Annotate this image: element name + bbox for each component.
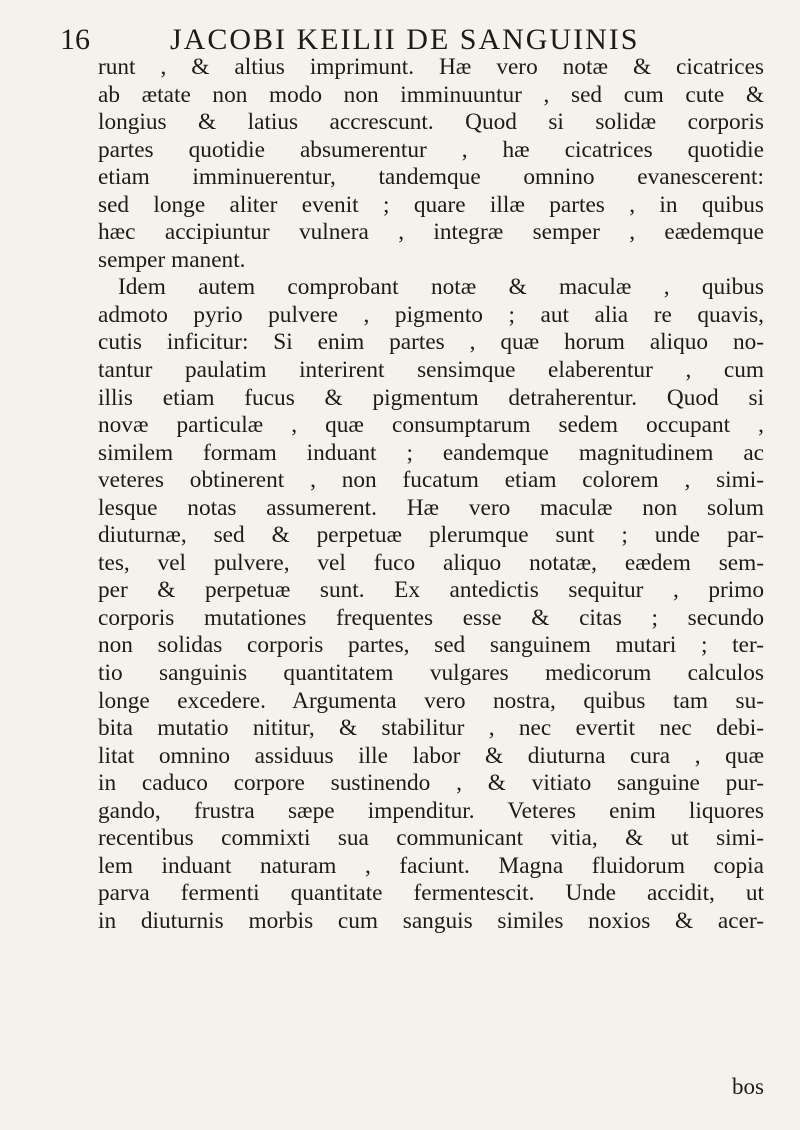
text-line: partes quotidie absumerentur , hæ cicatrices quotidie (98, 136, 764, 163)
text-line: cutis inficitur: Si enim partes , quæ horum aliquo no- (98, 329, 764, 356)
text-line: longe excedere. Argumenta vero nostra, quibus tam su- (98, 687, 764, 714)
text-line: illis etiam fucus & pigmentum detraherentur. Quod si (98, 384, 764, 411)
text-line: admoto pyrio pulvere , pigmento ; aut alia re quavis, (98, 301, 764, 328)
text-line: diuturnæ, sed & perpetuæ plerumque sunt ; unde par- (98, 522, 764, 549)
text-line: in caduco corpore sustinendo , & vitiato sanguine pur- (98, 770, 764, 797)
text-line: novæ particulæ , quæ consumptarum sedem occupant , (98, 412, 764, 439)
text-line: lem induant naturam , faciunt. Magna fluidorum copia (98, 852, 764, 879)
text-line: bita mutatio nititur, & stabilitur , nec evertit nec debi- (98, 715, 764, 742)
text-line: litat omnino assiduus ille labor & diuturna cura , quæ (98, 742, 764, 769)
text-line: tes, vel pulvere, vel fuco aliquo notatæ, eædem sem- (98, 549, 764, 576)
text-line: semper manent. (98, 246, 246, 273)
body-text (98, 54, 764, 936)
text-line: recentibus commixti sua communicant vitia, & ut simi- (98, 825, 764, 852)
text-line: runt , & altius imprimunt. Hæ vero notæ & cicatrices (98, 54, 764, 80)
text-line: per & perpetuæ sunt. Ex antedictis sequitur , primo (98, 577, 764, 604)
page-number: 16 (60, 23, 90, 56)
text-line: gando, frustra sæpe impenditur. Veteres enim liquores (98, 797, 764, 824)
text-line: parva fermenti quantitate fermentescit. Unde accidit, ut (98, 880, 764, 907)
text-line: similem formam induant ; eandemque magnitudinem ac (98, 439, 764, 466)
text-line: etiam imminuerentur, tandemque omnino evanescerent: (98, 164, 764, 191)
text-line: longius & latius accrescunt. Quod si solidæ corporis (98, 109, 764, 136)
text-line: ab ætate non modo non imminuuntur , sed cum cute & (98, 81, 764, 108)
text-line: lesque notas assumerent. Hæ vero maculæ non solum (98, 494, 764, 521)
text-line: corporis mutationes frequentes esse & citas ; secundo (98, 604, 764, 631)
text-line: in diuturnis morbis cum sanguis similes noxios & acer- (98, 907, 764, 934)
text-line: hæc accipiuntur vulnera , integræ semper , eædemque (98, 219, 764, 246)
text-line: non solidas corporis partes, sed sanguinem mutari ; ter- (98, 632, 764, 659)
text-line: veteres obtinerent , non fucatum etiam colorem , simi- (98, 467, 764, 494)
text-line: tantur paulatim interirent sensimque elaberentur , cum (98, 357, 764, 384)
text-line: Idem autem comprobant notæ & maculæ , quibus (118, 274, 764, 301)
text-line: tio sanguinis quantitatem vulgares medicorum calculos (98, 660, 764, 687)
text-line: sed longe aliter evenit ; quare illæ partes , in quibus (98, 191, 764, 218)
running-title: JACOBI KEILII DE SANGUINIS (170, 23, 640, 56)
catchword: bos (732, 1074, 764, 1099)
